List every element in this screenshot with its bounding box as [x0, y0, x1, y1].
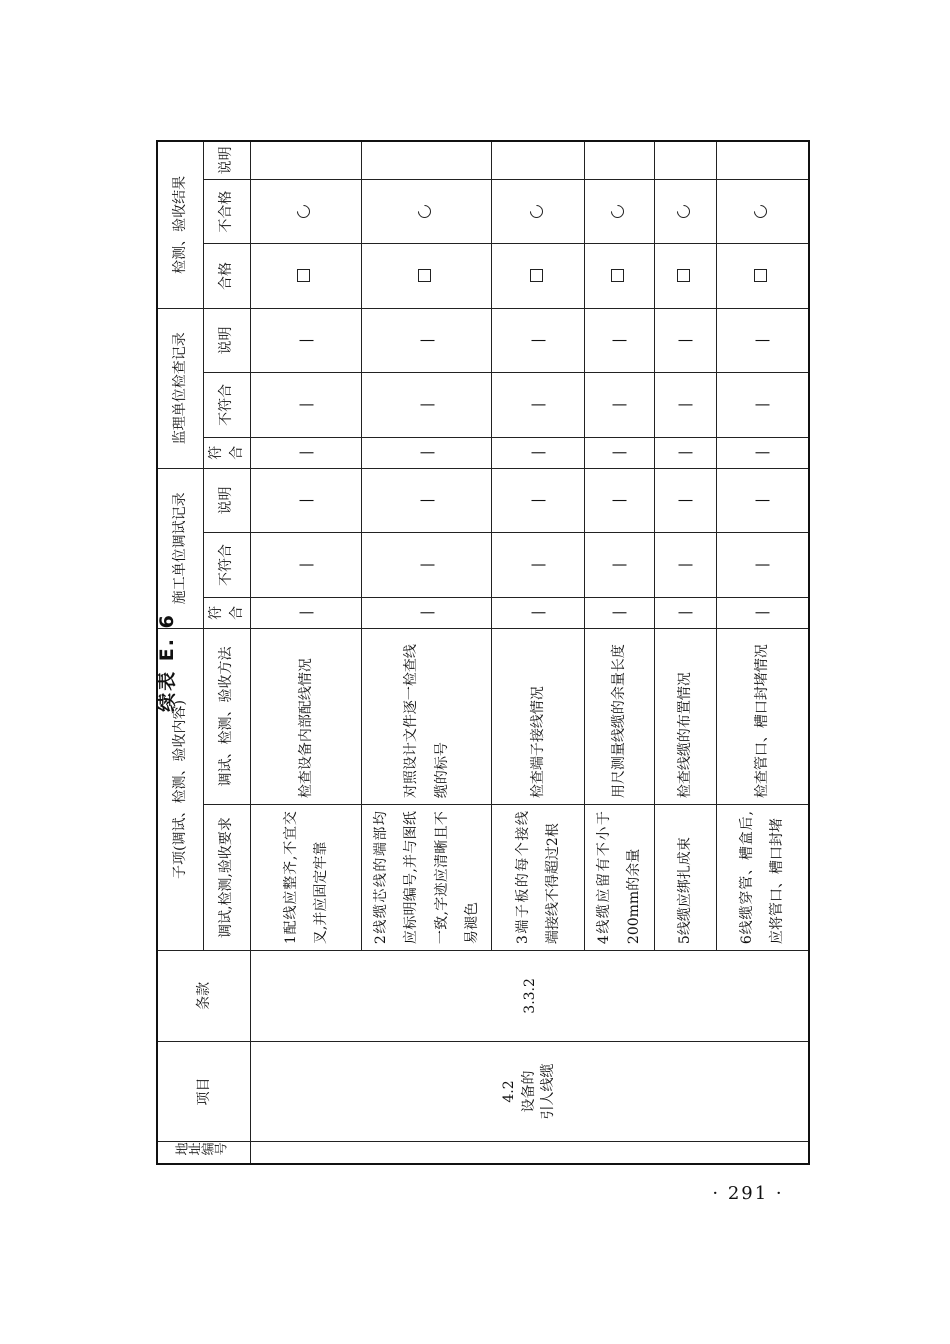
c-nonconform-cell: | — [361, 533, 492, 597]
s-conform-cell: | — [492, 437, 585, 468]
header-result-group: 检测、验收结果 — [157, 141, 203, 308]
s-conform-cell: | — [716, 437, 809, 468]
s-conform-cell: | — [361, 437, 492, 468]
checkbox-icon — [297, 270, 310, 283]
c-conform-cell: | — [492, 597, 585, 628]
c-nonconform-cell: | — [654, 533, 716, 597]
c-note-cell: | — [361, 468, 492, 532]
requirement-cell: 5线缆应绑扎成束 — [654, 805, 716, 951]
requirement-cell: 1配线应整齐,不宜交叉,并应固定牢靠 — [251, 805, 362, 951]
requirement-cell: 6线缆穿管、槽盒后,应将管口、槽口封堵 — [716, 805, 809, 951]
s-nonconform-cell: | — [716, 373, 809, 437]
header-supervisor-group: 监理单位检查记录 — [157, 308, 203, 468]
s-nonconform-cell: | — [654, 373, 716, 437]
page-number: · 291 · — [712, 1183, 784, 1204]
method-cell: 检查管口、槽口封堵情况 — [716, 628, 809, 804]
c-conform-cell: | — [251, 597, 362, 628]
open-circle-icon — [295, 202, 313, 220]
s-nonconform-cell: | — [584, 373, 654, 437]
r-note-cell — [492, 141, 585, 179]
header-c-nonconform: 不符合 — [203, 533, 250, 597]
header-s-note: 说明 — [203, 308, 250, 372]
project-cell — [251, 1041, 809, 1142]
pass-checkbox[interactable] — [654, 244, 716, 308]
c-conform-cell: | — [584, 597, 654, 628]
s-note-cell: | — [716, 308, 809, 372]
s-nonconform-cell: | — [251, 373, 362, 437]
header-contractor-group: 施工单位调试记录 — [157, 468, 203, 628]
table-row — [251, 141, 362, 1164]
requirement-cell: 3端子板的每个接线端接线不得超过2根 — [492, 805, 585, 951]
s-conform-cell: | — [251, 437, 362, 468]
r-note-cell — [584, 141, 654, 179]
method-cell: 用尺测量线缆的余量长度 — [584, 628, 654, 804]
pass-checkbox[interactable] — [361, 244, 492, 308]
method-cell: 检查设备内部配线情况 — [251, 628, 362, 804]
c-conform-cell: | — [716, 597, 809, 628]
pass-checkbox[interactable] — [251, 244, 362, 308]
c-note-cell: | — [654, 468, 716, 532]
header-c-conform: 符合 — [203, 597, 250, 628]
pass-checkbox[interactable] — [716, 244, 809, 308]
c-nonconform-cell: | — [251, 533, 362, 597]
header-fail: 不合格 — [203, 179, 250, 243]
s-note-cell: | — [584, 308, 654, 372]
header-method: 调试、检测、验收方法 — [203, 628, 250, 804]
fail-mark[interactable] — [654, 179, 716, 243]
open-circle-icon — [751, 202, 769, 220]
fail-mark[interactable] — [361, 179, 492, 243]
c-note-cell: | — [716, 468, 809, 532]
inspection-table — [156, 140, 810, 1165]
c-note-cell: | — [584, 468, 654, 532]
project-name-line2: 引人线缆 — [540, 1063, 557, 1120]
s-note-cell: | — [361, 308, 492, 372]
r-note-cell — [716, 141, 809, 179]
open-circle-icon — [527, 202, 545, 220]
header-clause: 条款 — [157, 951, 251, 1042]
method-cell: 检查端子接线情况 — [492, 628, 585, 804]
address-no-cell — [251, 1142, 809, 1164]
open-circle-icon — [674, 202, 692, 220]
r-note-cell — [654, 141, 716, 179]
s-conform-cell: | — [584, 437, 654, 468]
s-nonconform-cell: | — [361, 373, 492, 437]
c-nonconform-cell: | — [716, 533, 809, 597]
c-nonconform-cell: | — [584, 533, 654, 597]
fail-mark[interactable] — [492, 179, 585, 243]
header-address-no: 地址编号 — [157, 1142, 251, 1164]
fail-mark[interactable] — [716, 179, 809, 243]
requirement-cell: 2线缆芯线的端部均应标明编号,并与图纸一致,字迹应清晰且不易褪色 — [361, 805, 492, 951]
header-c-note: 说明 — [203, 468, 250, 532]
checkbox-icon — [611, 270, 624, 283]
header-r-note: 说明 — [203, 141, 250, 179]
checkbox-icon — [754, 270, 767, 283]
clause-cell: 3.3.2 — [251, 951, 809, 1042]
table-box — [156, 140, 810, 1165]
method-cell: 检查线缆的布置情况 — [654, 628, 716, 804]
requirement-cell: 4线缆应留有不小于200mm的余量 — [584, 805, 654, 951]
method-cell: 对照设计文件逐一检查线缆的标号 — [361, 628, 492, 804]
checkbox-icon — [530, 270, 543, 283]
c-note-cell: | — [492, 468, 585, 532]
header-row-1 — [157, 141, 203, 1164]
header-project: 项目 — [157, 1041, 251, 1142]
s-nonconform-cell: | — [492, 373, 585, 437]
project-number: 4.2 — [501, 1080, 518, 1103]
open-circle-icon — [608, 202, 626, 220]
header-subitem: 子项(调试、检测、验收内容) — [157, 628, 203, 950]
s-note-cell: | — [251, 308, 362, 372]
s-conform-cell: | — [654, 437, 716, 468]
rotated-table-container — [150, 140, 810, 1185]
checkbox-icon — [677, 270, 690, 283]
fail-mark[interactable] — [251, 179, 362, 243]
header-s-nonconform: 不符合 — [203, 373, 250, 437]
fail-mark[interactable] — [584, 179, 654, 243]
r-note-cell — [361, 141, 492, 179]
r-note-cell — [251, 141, 362, 179]
table-caption: 续表 E. 6 — [156, 613, 178, 712]
header-pass: 合格 — [203, 244, 250, 308]
open-circle-icon — [415, 202, 433, 220]
project-name-line1: 设备的 — [520, 1070, 537, 1113]
header-s-conform: 符合 — [203, 437, 250, 468]
c-conform-cell: | — [361, 597, 492, 628]
s-note-cell: | — [492, 308, 585, 372]
c-note-cell: | — [251, 468, 362, 532]
s-note-cell: | — [654, 308, 716, 372]
pass-checkbox[interactable] — [492, 244, 585, 308]
c-nonconform-cell: | — [492, 533, 585, 597]
pass-checkbox[interactable] — [584, 244, 654, 308]
c-conform-cell: | — [654, 597, 716, 628]
header-requirement: 调试,检测,验收要求 — [203, 805, 250, 951]
checkbox-icon — [418, 270, 431, 283]
